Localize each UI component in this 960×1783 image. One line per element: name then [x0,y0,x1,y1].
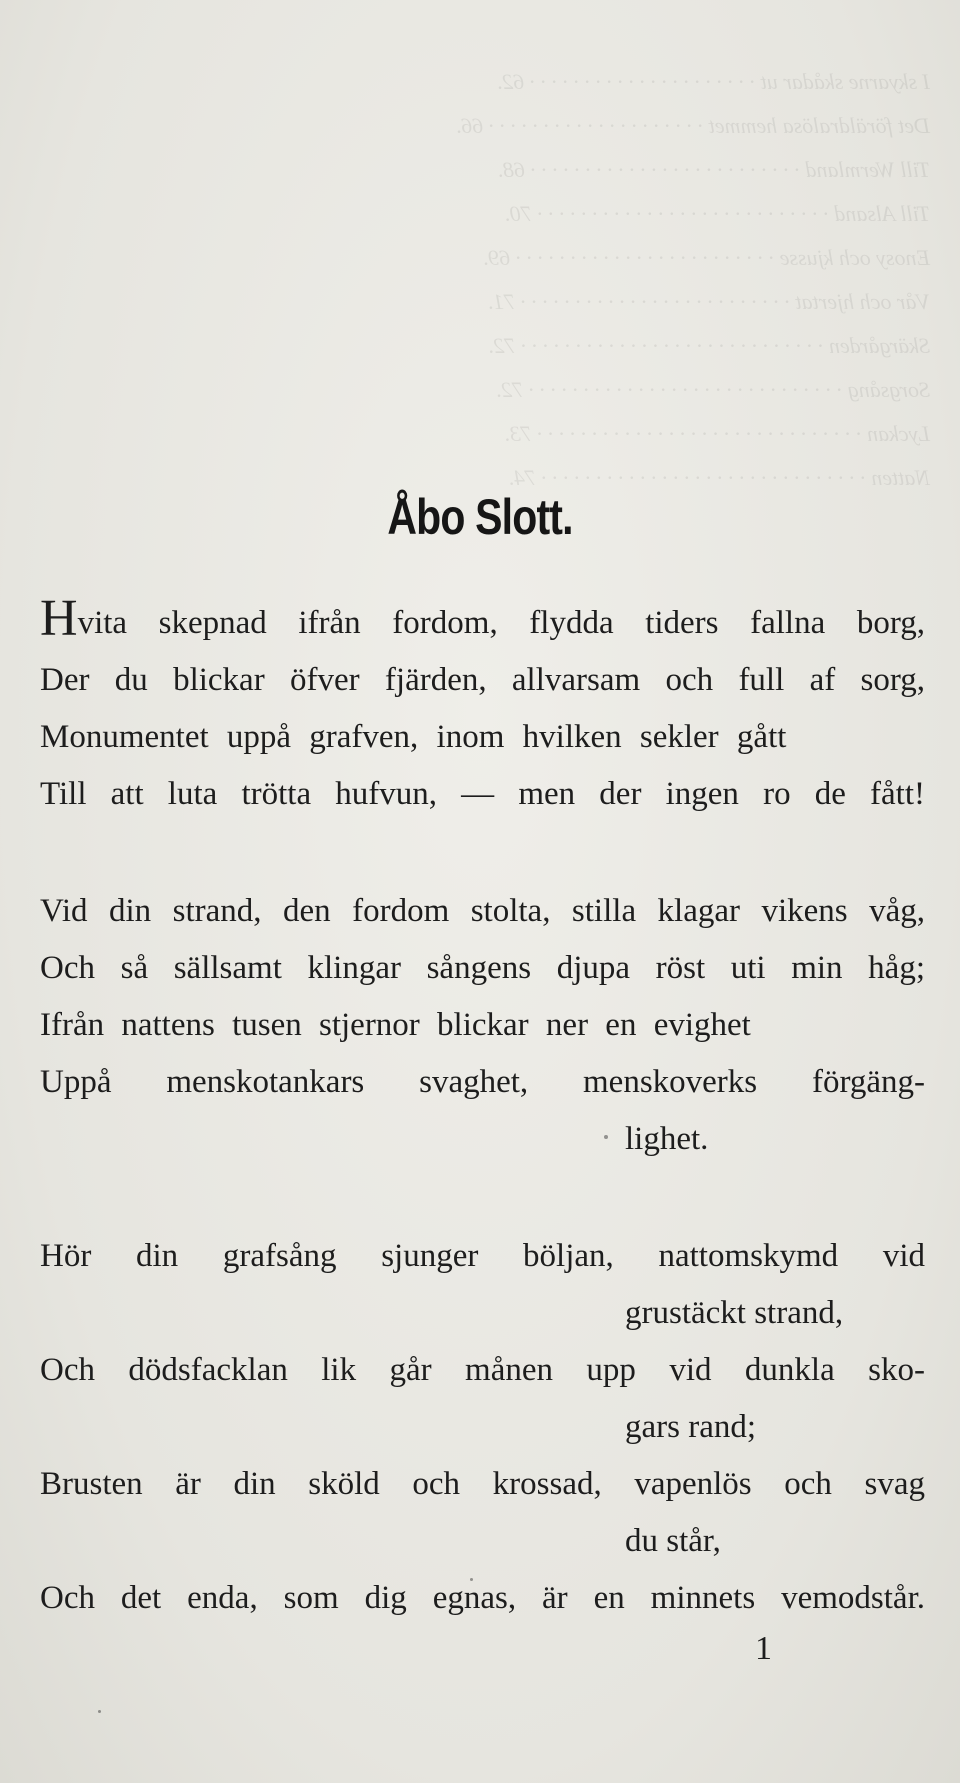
drop-cap: H [40,595,78,647]
page-number: 1 [755,1630,772,1667]
verse-line-continuation: lighet. [625,1121,709,1157]
verse-line: Och dödsfacklan lik går månen upp vid dunkla sko- [40,1352,925,1388]
stanza-1 [40,595,925,823]
verse-line-continuation: grustäckt strand, [625,1295,844,1331]
verse-line-continuation: du står, [625,1523,721,1559]
paper-speck [470,1578,473,1581]
paper-speck [604,1135,608,1139]
poem-body [40,595,925,1627]
verse-line: Monumentet uppå grafven, inom hvilken sekler gått [40,719,787,755]
stanza-3 [40,1228,925,1627]
poem-title: Åbo Slott. [387,489,573,545]
show-through-text: I skyarne skådar ut · · · · · · · · · · · · · · · · · · · · · 62. Det föräldralösa hemmet · · · · · · · · · · · · · · · · · · · · 66. Till Wermland · · · · · · · · · · · · · · · · · · · · · · · · · 68. Till Alsand · · · · · · · · · · · · · · · · · · · · · · · · · · · 70. Enosy och kjusse · · · · · · · · · · · · · · · · · · · · · · · · 69. Vår och hjertat · · · · · · · · · · · · · · · · · · · · · · · · · 71. Skärgården · · · · · · · · · · · · · · · · · · · · · · · · · · · · 72. Sorgsång · · · · · · · · · · · · · · · · · · · · · · · · · · · · · 72. Lyckan · · · · · · · · · · · · · · · · · · · · · · · · · · · · · · 73. Natten · · · · · · · · · · · · · · · · · · · · · · · · · · · · · · 74. [455,69,930,490]
verse-line: Vid din strand, den fordom stolta, stilla klagar vikens våg, [40,893,925,929]
verse-line: Till att luta trötta hufvun, — men der ingen ro de fått! [40,776,925,812]
verse-line: Der du blickar öfver fjärden, allvarsam och full af sorg, [40,662,925,698]
verse-line: Hvita skepnad ifrån fordom, flydda tiders fallna borg, [40,595,925,652]
verse-line: Uppå menskotankars svaghet, menskoverks förgäng- [40,1064,925,1100]
stanza-2 [40,883,925,1168]
verse-line: Brusten är din sköld och krossad, vapenlös och svag [40,1466,925,1502]
paper-speck [98,1710,101,1713]
verse-line-continuation: gars rand; [625,1409,757,1445]
verse-line: Ifrån nattens tusen stjernor blickar ner en evighet [40,1007,751,1043]
verse-line: Hör din grafsång sjunger böljan, nattomskymd vid [40,1238,925,1274]
verse-line: Och det enda, som dig egnas, är en minnets vemodstår. [40,1580,925,1616]
verse-line: Och så sällsamt klingar sångens djupa röst uti min håg; [40,950,925,986]
